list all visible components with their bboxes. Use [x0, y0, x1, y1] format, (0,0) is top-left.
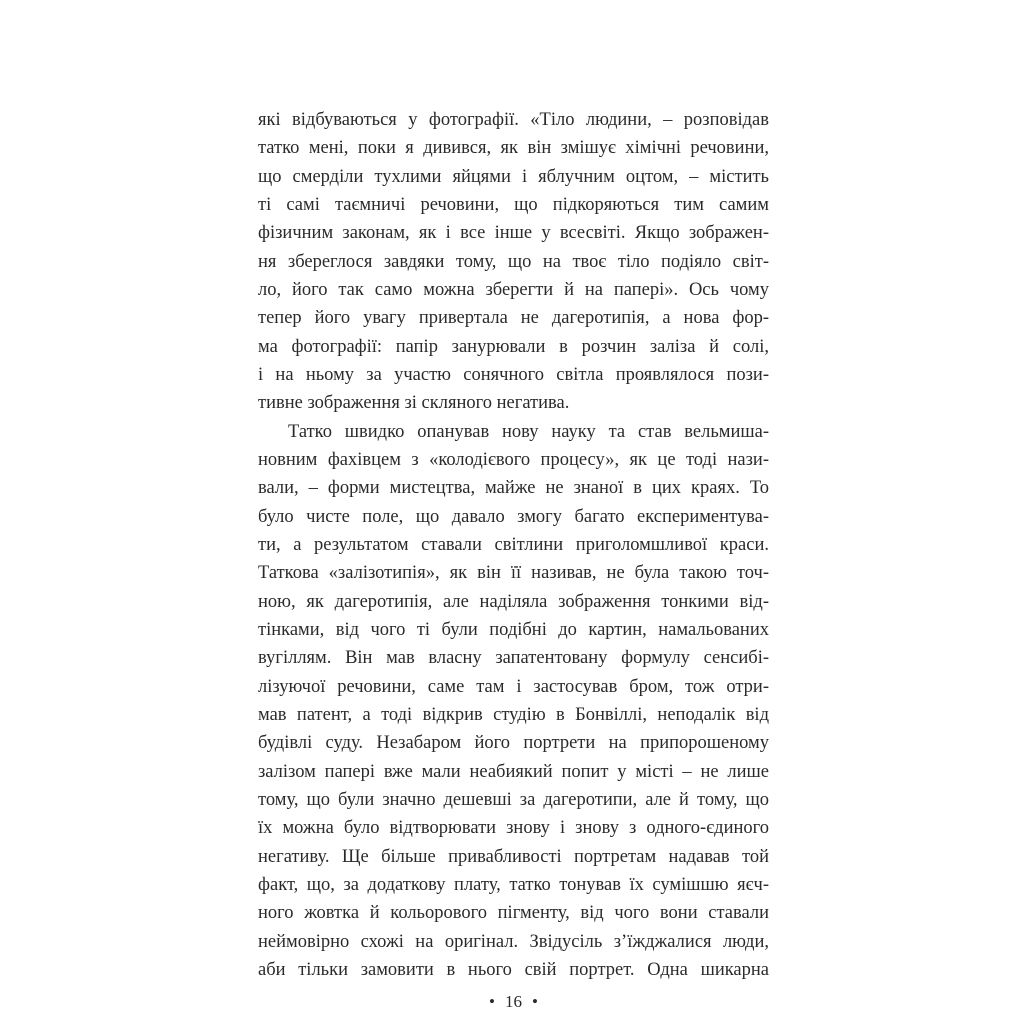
text-line: що смерділи тухлими яйцями і яблучним оцтом, – містить — [258, 166, 769, 187]
text-line: ня збереглося завдяки тому, що на твоє тіло подіяло світ- — [258, 251, 769, 272]
text-line: татко мені, поки я дивився, як він змішує хімічні речовини, — [258, 138, 769, 159]
text-line: ного жовтка й кольорового пігменту, від чого вони ставали — [258, 903, 769, 924]
text-line: тінками, від чого ті були подібні до картин, намальованих — [258, 619, 769, 640]
text-line: тивне зображення зі скляного негатива. — [258, 393, 570, 414]
bullet-ornament: • — [489, 992, 495, 1012]
text-line: лізуючої речовини, саме там і застосував бром, тож отри- — [258, 676, 769, 697]
text-line: негативу. Ще більше привабливості портретам надавав той — [258, 846, 769, 867]
body-text — [258, 106, 769, 984]
text-line: було чисте поле, що давало змогу багато експериментува- — [258, 506, 769, 527]
text-line: тепер його увагу привертала не дагеротипія, а нова фор- — [258, 308, 769, 329]
text-line: фізичним законам, як і все інше у всесвіті. Якщо зображен- — [258, 223, 769, 244]
text-line: неймовірно схожі на оригінал. Звідусіль з’їжджалися люди, — [258, 931, 769, 952]
text-line: новним фахівцем з «колодієвого процесу», як це тоді нази- — [258, 449, 769, 470]
text-line: тому, що були значно дешевші за дагеротипи, але й тому, що — [258, 789, 769, 810]
text-line: і на ньому за участю сонячного світла проявлялося пози- — [258, 364, 769, 385]
text-line: будівлі суду. Незабаром його портрети на припорошеному — [258, 733, 769, 754]
text-line: ло, його так само можна зберегти й на папері». Ось чому — [258, 279, 769, 300]
paragraph-1 — [258, 106, 769, 418]
text-line: ти, а результатом ставали світлини приголомшливої краси. — [258, 534, 769, 555]
text-line: аби тільки замовити в нього свій портрет. Одна шикарна — [258, 959, 769, 980]
page-number-value: 16 — [505, 992, 522, 1012]
text-line: які відбуваються у фотографії. «Тіло людини, – розповідав — [258, 110, 769, 130]
page-number — [258, 988, 769, 1016]
text-line: їх можна було відтворювати знову і знову з одного-єдиного — [258, 818, 769, 839]
bullet-ornament: • — [532, 992, 538, 1012]
text-line: ті самі таємничі речовини, що підкоряються тим самим — [258, 194, 769, 215]
text-line: залізом папері вже мали неабиякий попит у місті – не лише — [258, 761, 769, 782]
text-line: Таткова «залізотипія», як він її називав, не була такою точ- — [258, 563, 769, 584]
text-line: факт, що, за додаткову плату, татко тонував їх сумішшю яєч- — [258, 874, 769, 895]
text-line: вали, – форми мистецтва, майже не знаної в цих краях. То — [258, 478, 769, 499]
paragraph-2 — [258, 418, 769, 985]
text-line: вугіллям. Він мав власну запатентовану формулу сенсибі- — [258, 648, 769, 669]
text-line: ма фотографії: папір занурювали в розчин заліза й солі, — [258, 336, 769, 357]
page-column — [258, 106, 769, 1016]
text-line: Татко швидко опанував нову науку та став вельмиша- — [288, 421, 769, 442]
text-line: мав патент, а тоді відкрив студію в Бонвіллі, неподалік від — [258, 704, 769, 725]
text-line: ною, як дагеротипія, але наділяла зображення тонкими від- — [258, 591, 769, 612]
